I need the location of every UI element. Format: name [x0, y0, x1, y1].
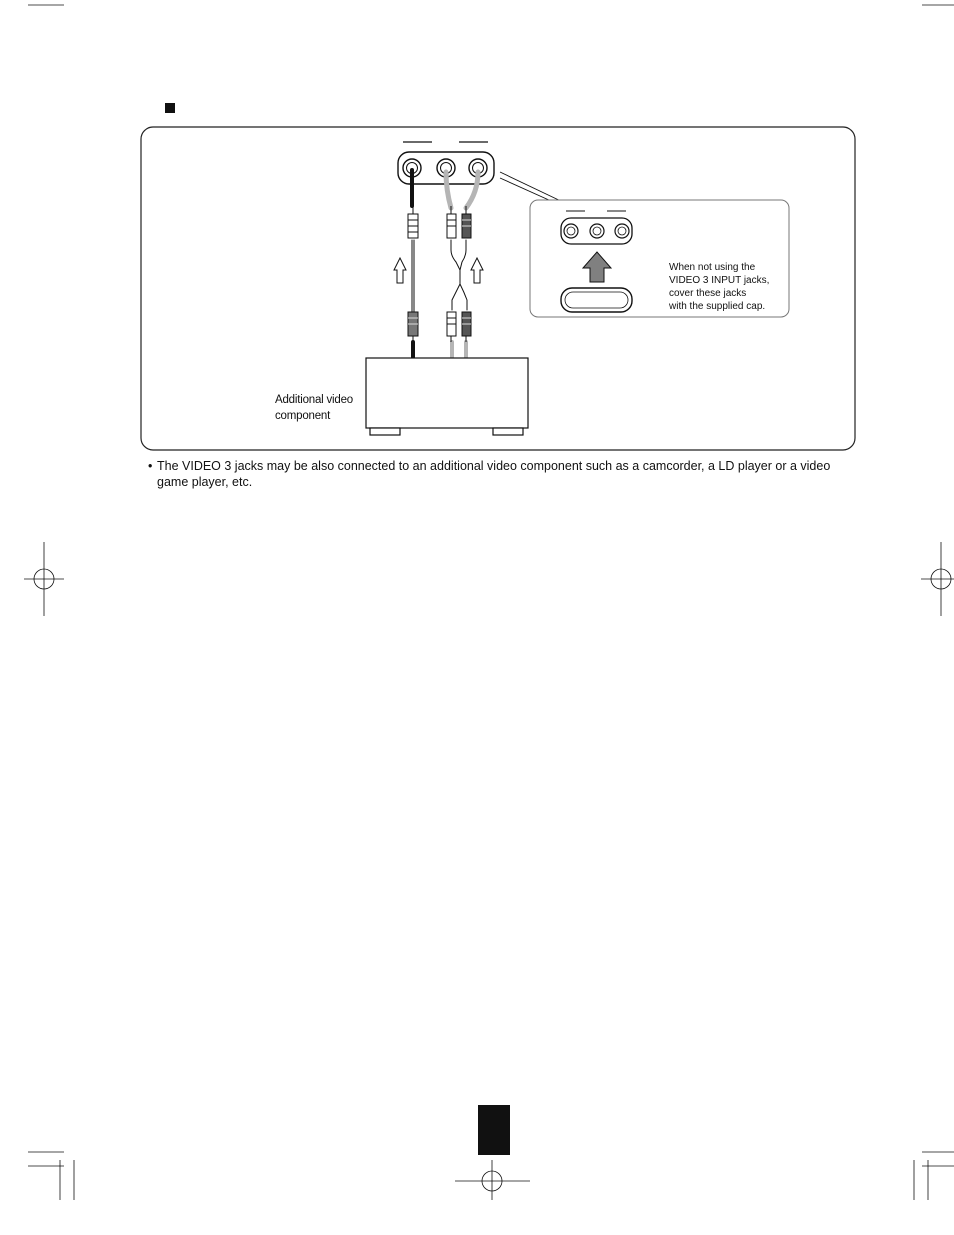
audio-white-plug-top [447, 206, 456, 238]
bullet-note-text: The VIDEO 3 jacks may be also connected to an additional video component such as a camcorder, a LD player or a video game player, etc. [157, 459, 831, 489]
audio-white-plug-bottom [447, 312, 456, 342]
registration-mark-right [921, 542, 954, 616]
video-component-box [366, 358, 528, 435]
cap-note-line: with the supplied cap. [669, 301, 766, 312]
audio-red-plug-top [462, 206, 471, 238]
bullet-note [148, 458, 838, 490]
connect-arrow-icon [394, 258, 406, 283]
video-plug-top [408, 206, 418, 238]
bullet-icon: • [148, 459, 153, 473]
component-label-line: component [275, 410, 331, 422]
component-label [275, 392, 365, 424]
audio-red-plug-bottom [462, 312, 471, 342]
cap-note-line: When not using the [669, 262, 756, 273]
video-plug-bottom [408, 312, 418, 342]
crop-marks [28, 5, 954, 1200]
component-label-line: Additional video [275, 394, 353, 406]
cap-note-line: cover these jacks [669, 288, 747, 299]
registration-mark-left [24, 542, 64, 616]
connect-arrow-icon [471, 258, 483, 283]
receiver-jack-panel [398, 142, 565, 205]
cap-note-line: VIDEO 3 INPUT jacks, [669, 275, 770, 286]
registration-mark-bottom [455, 1160, 530, 1200]
section-marker-icon [165, 103, 175, 113]
jack-cap-icon [561, 288, 632, 312]
page-tab [478, 1105, 510, 1155]
cap-note [669, 261, 787, 313]
